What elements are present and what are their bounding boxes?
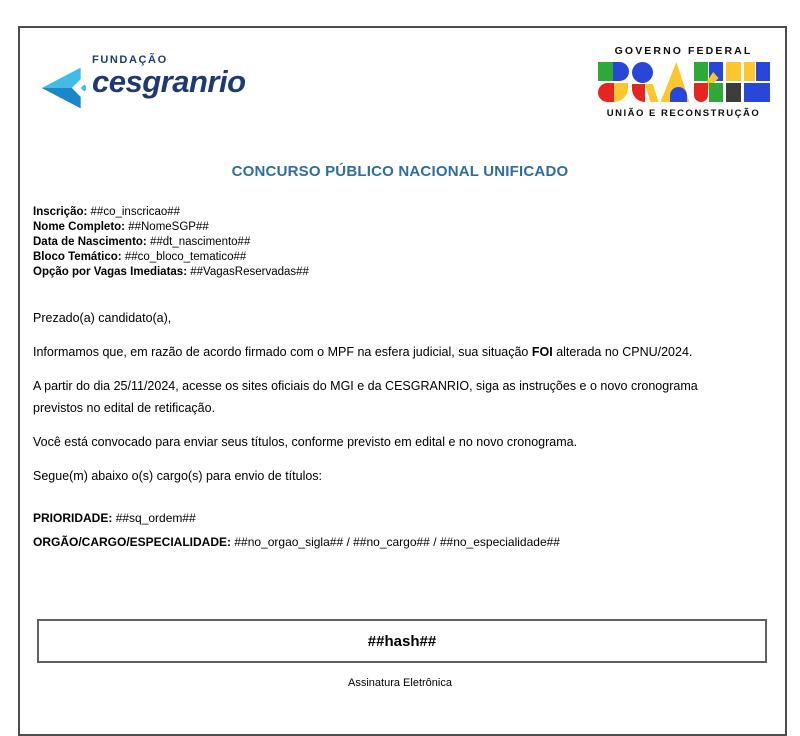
letter-body xyxy=(33,307,738,499)
field-value: ##NomeSGP## xyxy=(128,221,209,233)
field-value: ##co_bloco_tematico## xyxy=(124,251,247,263)
hash-value: ##hash## xyxy=(367,632,437,650)
governo-federal-label: GOVERNO FEDERAL xyxy=(614,45,753,57)
field-row-nascimento xyxy=(33,235,309,250)
salutation: Prezado(a) candidato(a), xyxy=(33,311,172,325)
orgao-cargo-row xyxy=(33,530,560,554)
candidate-fields xyxy=(33,205,309,280)
cesgranrio-wordmark: cesgranrio xyxy=(92,64,246,99)
paragraph-text: Informamos que, em razão de acordo firmado com o MPF na esfera judicial, sua situação xyxy=(33,345,529,359)
uniao-reconstrucao-label: UNIÃO E RECONSTRUÇÃO xyxy=(606,108,761,119)
field-value: ##VagasReservadas## xyxy=(190,266,309,278)
field-label: Inscrição: xyxy=(33,206,88,218)
paragraph-situacao xyxy=(33,341,738,363)
orgao-cargo-label: ORGÃO/CARGO/ESPECIALIDADE: xyxy=(33,535,232,549)
field-label: Opção por Vagas Imediatas: xyxy=(33,266,188,278)
priority-label: PRIORIDADE: xyxy=(33,511,113,525)
orgao-cargo-value: ##no_orgao_sigla## / ##no_cargo## / ##no_especialidade## xyxy=(234,535,560,549)
field-row-bloco xyxy=(33,250,309,265)
document-title: CONCURSO PÚBLICO NACIONAL UNIFICADO xyxy=(231,163,569,180)
priority-value: ##sq_ordem## xyxy=(115,511,196,525)
paragraph-cargos-intro: Segue(m) abaixo o(s) cargo(s) para envio de títulos: xyxy=(33,469,323,483)
field-label: Data de Nascimento: xyxy=(33,236,147,248)
fundacao-label: FUNDAÇÃO xyxy=(92,54,168,66)
field-row-vagas xyxy=(33,265,309,280)
cesgranrio-arrow-icon xyxy=(40,67,86,109)
paragraph-cronograma: A partir do dia 25/11/2024, acesse os sites oficiais do MGI e da CESGRANRIO, siga as instruções e o novo cronograma previstos no edital de retificação. xyxy=(33,379,698,415)
field-value: ##co_inscricao## xyxy=(90,206,181,218)
brasil-wordmark-icon xyxy=(598,62,770,102)
cargo-section xyxy=(33,506,560,554)
paragraph-convocacao: Você está convocado para enviar seus títulos, conforme previsto em edital e no novo cronograma. xyxy=(33,435,578,449)
paragraph-bold-text: FOI xyxy=(531,345,553,359)
field-row-nome xyxy=(33,220,309,235)
cesgranrio-logo xyxy=(40,54,270,114)
field-label: Nome Completo: xyxy=(33,221,125,233)
field-row-inscricao xyxy=(33,205,309,220)
field-value: ##dt_nascimento## xyxy=(149,236,251,248)
signature-caption: Assinatura Eletrônica xyxy=(348,677,452,689)
paragraph-text: alterada no CPNU/2024. xyxy=(556,345,693,359)
field-label: Bloco Temático: xyxy=(33,251,122,263)
priority-row xyxy=(33,506,560,530)
hash-box xyxy=(37,619,767,663)
governo-federal-logo xyxy=(597,45,770,119)
